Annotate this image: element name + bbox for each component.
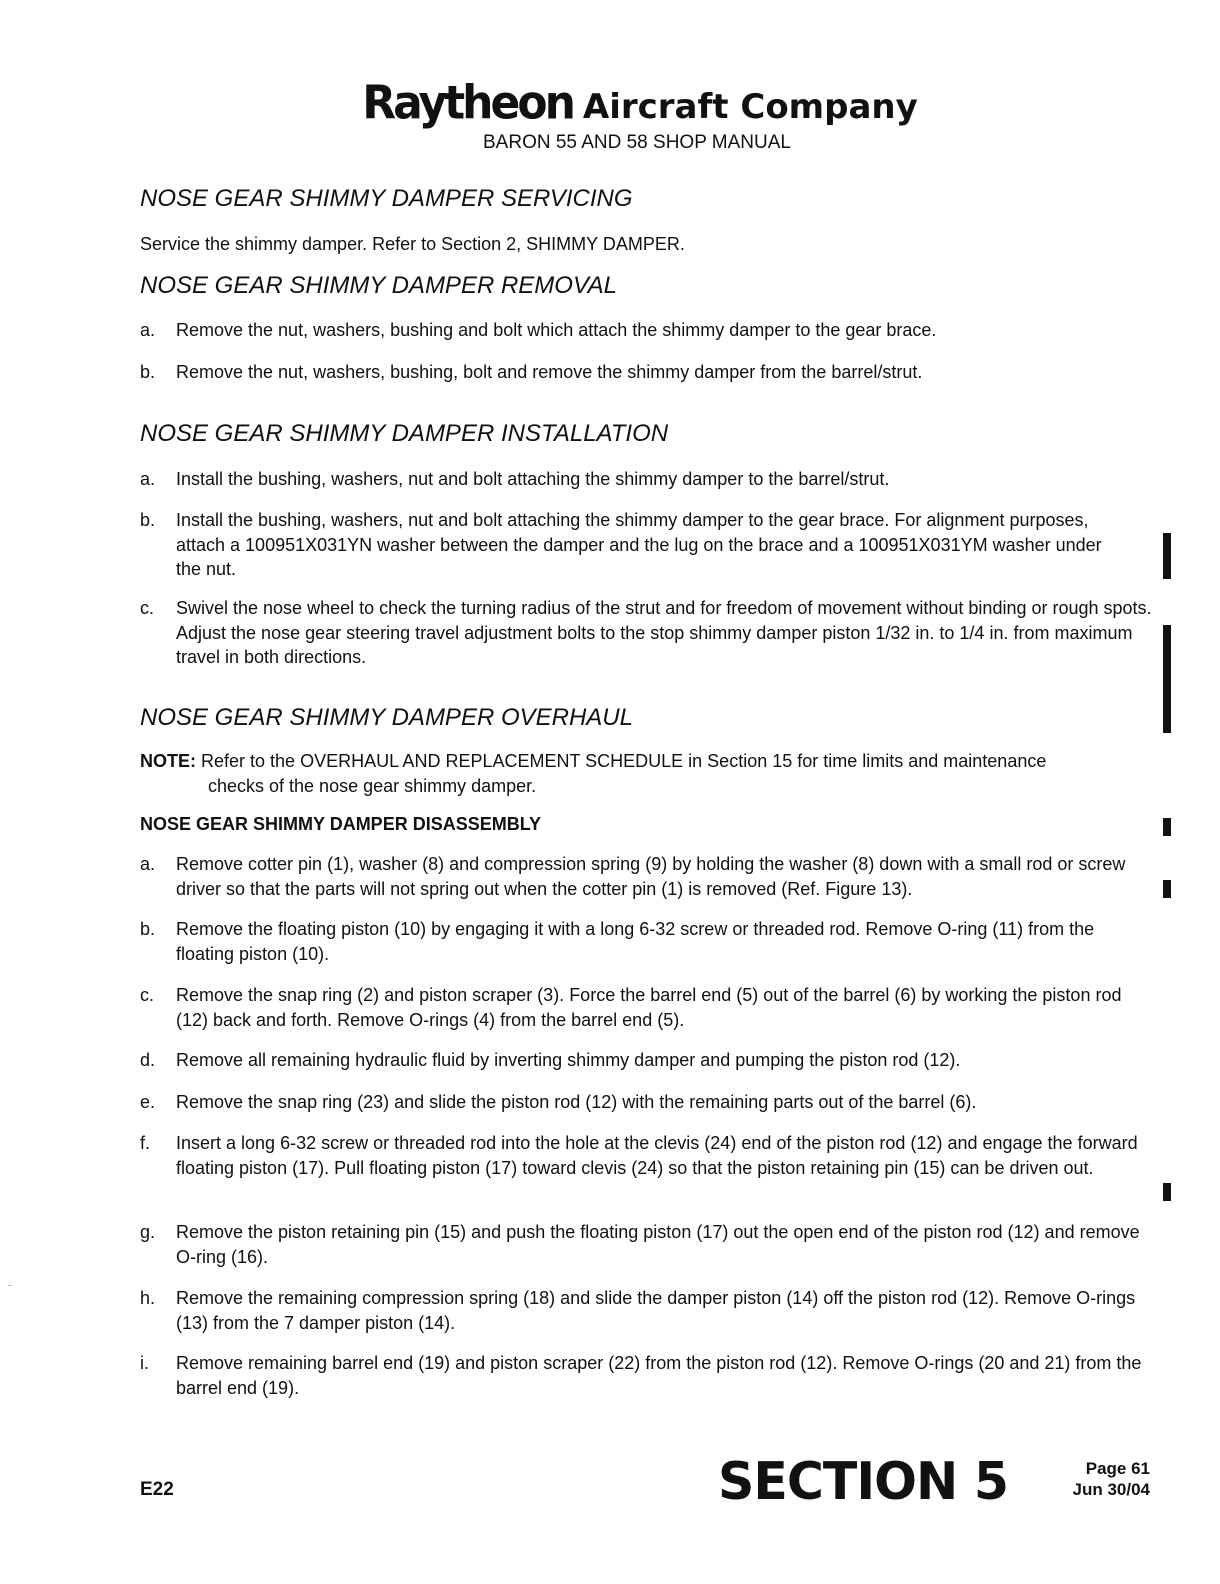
- list-item: [140, 917, 1152, 966]
- item-text: Remove the nut, washers, bushing and bolt which attach the shimmy damper to the gear brace.: [176, 320, 937, 340]
- list-item: [140, 318, 1152, 343]
- item-text: Remove the floating piston (10) by engaging it with a long 6-32 screw or threaded rod. Remove O-ring (11) from the floating piston (10).: [176, 919, 1095, 964]
- brand-name: Raytheon: [362, 76, 573, 131]
- item-text: Install the bushing, washers, nut and bolt attaching the shimmy damper to the gear brace. For alignment purposes, attach a 100951X031YN washer between the damper and the lug on the brace and a 100951X031YM washer under the nut.: [176, 510, 1102, 579]
- item-text: Install the bushing, washers, nut and bolt attaching the shimmy damper to the barrel/strut.: [176, 469, 890, 489]
- list-item: [140, 852, 1152, 901]
- item-letter: b.: [140, 362, 156, 382]
- change-bar: [1163, 880, 1171, 898]
- list-item: [140, 1351, 1152, 1400]
- item-letter: a.: [140, 854, 156, 874]
- item-text: Swivel the nose wheel to check the turning radius of the strut and for freedom of movement without binding or rough spots. Adjust the nose gear steering travel adjustment bolts to the stop shimmy damper piston 1/32 in. to 1/4 in. from maximum travel in both directions.: [176, 598, 1152, 667]
- list-item: [140, 1090, 1152, 1115]
- scan-mark: [8, 1285, 12, 1286]
- header-logo: [0, 78, 1220, 129]
- change-bar: [1163, 818, 1171, 836]
- note-label: NOTE:: [140, 751, 196, 771]
- list-item: [140, 1286, 1152, 1335]
- item-text: Remove remaining barrel end (19) and piston scraper (22) from the piston rod (12). Remove O-rings (20 and 21) from the barrel end (19).: [176, 1353, 1142, 1398]
- item-letter: c.: [140, 985, 155, 1005]
- item-text: Remove the remaining compression spring (18) and slide the damper piston (14) off the piston rod (12). Remove O-rings (13) from the 7 damper piston (14).: [176, 1288, 1136, 1333]
- note-text-continued: checks of the nose gear shimmy damper.: [208, 775, 537, 796]
- change-bar: [1163, 533, 1171, 579]
- item-letter: g.: [140, 1222, 156, 1242]
- servicing-heading: NOSE GEAR SHIMMY DAMPER SERVICING: [140, 185, 633, 212]
- item-text: Remove all remaining hydraulic fluid by inverting shimmy damper and pumping the piston rod (12).: [176, 1050, 961, 1070]
- change-bar: [1163, 1183, 1171, 1201]
- revision-date: Jun 30/04: [1072, 1480, 1150, 1499]
- list-item: [140, 508, 1130, 582]
- footer-page-info: [1050, 1458, 1150, 1500]
- note-text: Refer to the OVERHAUL AND REPLACEMENT SCHEDULE in Section 15 for time limits and maintenance: [201, 751, 1047, 771]
- list-item: [140, 596, 1152, 670]
- list-item: [140, 1220, 1152, 1269]
- servicing-text: Service the shimmy damper. Refer to Section 2, SHIMMY DAMPER.: [140, 234, 685, 254]
- item-text: Insert a long 6-32 screw or threaded rod into the hole at the clevis (24) end of the piston rod (12) and engage the forward floating piston (17). Pull floating piston (17) toward clevis (24) so that the piston retaining pin (15) can be driven out.: [176, 1133, 1138, 1178]
- installation-heading: NOSE GEAR SHIMMY DAMPER INSTALLATION: [140, 420, 669, 447]
- item-text: Remove the piston retaining pin (15) and push the floating piston (17) out the open end of the piston rod (12) and remove O-ring (16).: [176, 1222, 1140, 1267]
- item-letter: d.: [140, 1050, 156, 1070]
- overhaul-note: [140, 749, 1150, 798]
- list-item: [140, 1048, 1152, 1073]
- list-item: [140, 983, 1152, 1032]
- item-letter: e.: [140, 1092, 156, 1112]
- list-item: [140, 1131, 1152, 1180]
- item-text: Remove the snap ring (23) and slide the piston rod (12) with the remaining parts out of the barrel (6).: [176, 1092, 977, 1112]
- list-item: [140, 360, 1152, 385]
- disassembly-heading: NOSE GEAR SHIMMY DAMPER DISASSEMBLY: [140, 814, 542, 834]
- item-letter: h.: [140, 1288, 156, 1308]
- overhaul-heading: NOSE GEAR SHIMMY DAMPER OVERHAUL: [140, 704, 633, 731]
- item-letter: c.: [140, 598, 155, 618]
- change-bar: [1163, 625, 1171, 733]
- item-text: Remove cotter pin (1), washer (8) and compression spring (9) by holding the washer (8) down with a small rod or screw driver so that the parts will not spring out when the cotter pin (1) is removed (Ref. Figure 13).: [176, 854, 1126, 899]
- item-text: Remove the snap ring (2) and piston scraper (3). Force the barrel end (5) out of the barrel (6) by working the piston rod (12) back and forth. Remove O-rings (4) from the barrel end (5).: [176, 985, 1122, 1030]
- footer-code: E22: [140, 1479, 174, 1500]
- item-letter: b.: [140, 510, 156, 530]
- item-letter: i.: [140, 1353, 149, 1373]
- item-letter: a.: [140, 320, 156, 340]
- manual-title: BARON 55 AND 58 SHOP MANUAL: [483, 132, 791, 153]
- list-item: [140, 467, 1152, 492]
- item-letter: b.: [140, 919, 156, 939]
- company-name: Aircraft Company: [582, 87, 918, 127]
- item-text: Remove the nut, washers, bushing, bolt and remove the shimmy damper from the barrel/strut.: [176, 362, 923, 382]
- removal-heading: NOSE GEAR SHIMMY DAMPER REMOVAL: [140, 272, 617, 299]
- item-letter: f.: [140, 1133, 151, 1153]
- footer-section-label: SECTION 5: [718, 1452, 1008, 1512]
- page-number: Page 61: [1085, 1459, 1150, 1478]
- item-letter: a.: [140, 469, 156, 489]
